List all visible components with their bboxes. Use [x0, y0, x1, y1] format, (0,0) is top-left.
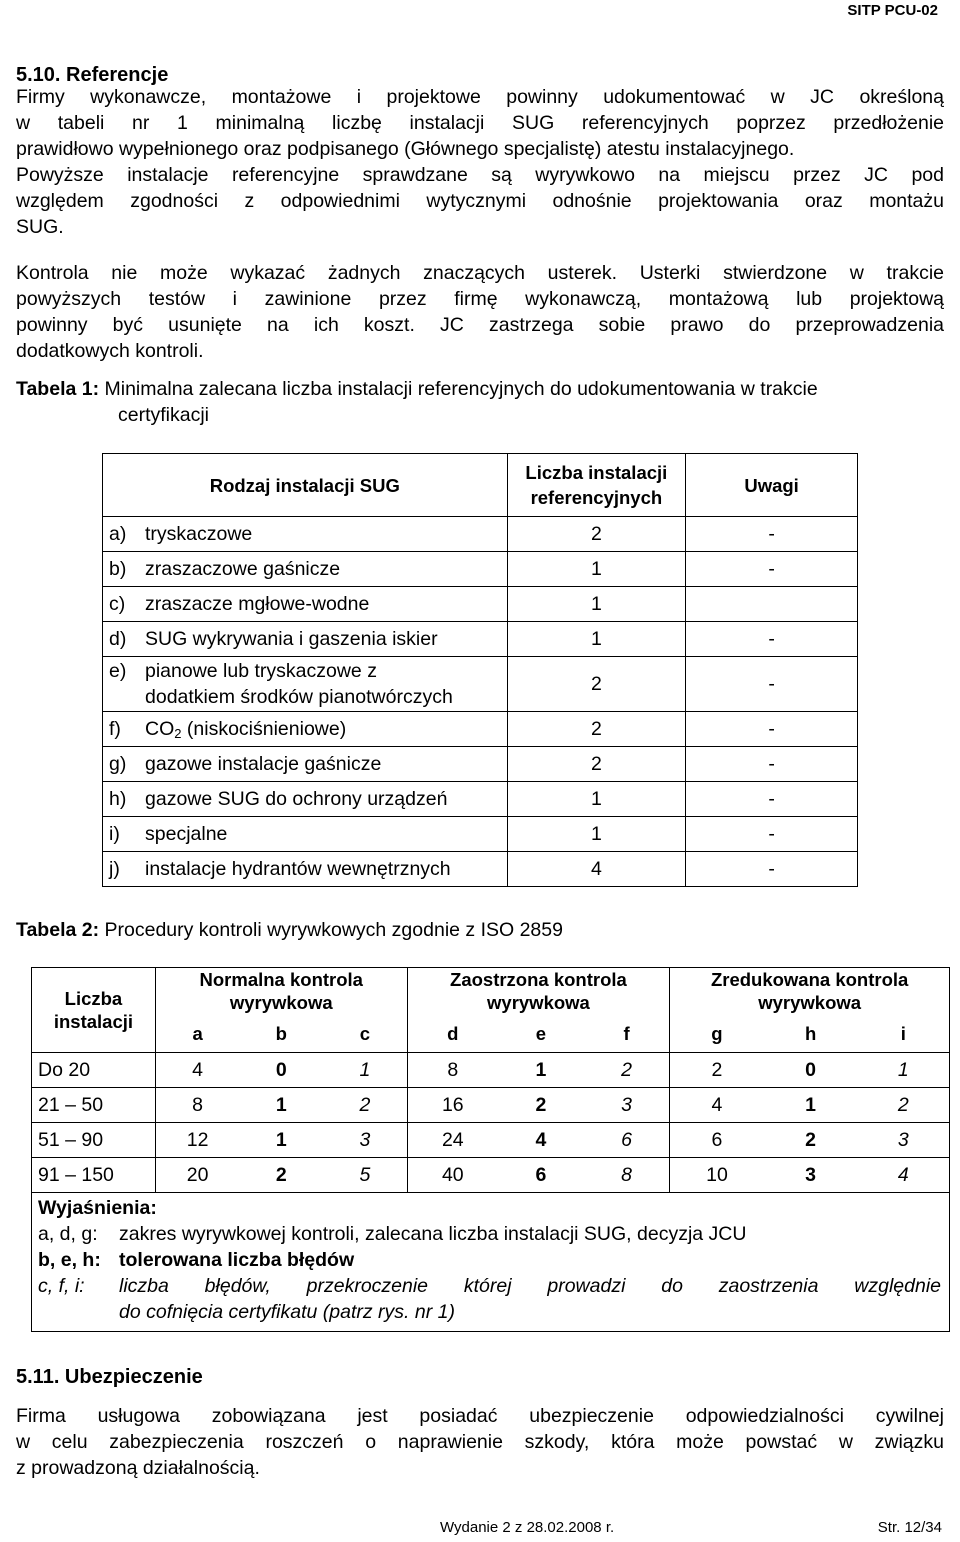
- explanation-text: zakres wyrywkowej kontroli, zalecana liczba instalacji SUG, decyzja JCU: [119, 1223, 747, 1245]
- row-name: specjalne: [145, 822, 228, 845]
- row-name: gazowe instalacje gaśnicze: [145, 752, 382, 775]
- row-name-line: pianowe lub tryskaczowe z: [145, 660, 377, 682]
- section-title-references: 5.10. Referencje: [16, 64, 169, 86]
- row-name-main: CO: [145, 717, 175, 740]
- header-line: wyrywkowa: [487, 992, 590, 1013]
- header-line: wyrywkowa: [229, 992, 333, 1013]
- cell-e: 2: [498, 1088, 584, 1123]
- references-paragraph-1: [16, 84, 944, 240]
- cell-g: 10: [670, 1158, 764, 1193]
- cell-i: 1: [858, 1053, 950, 1088]
- row-name-line: dodatkiem środków pianotwórczych: [145, 686, 453, 708]
- cell-f: 2: [584, 1053, 670, 1088]
- header-line: wyrywkowa: [758, 992, 862, 1013]
- subheader-e: e: [498, 1014, 584, 1053]
- row-count: 1: [507, 622, 686, 657]
- header-line: Zredukowana kontrola: [710, 969, 909, 990]
- section-title-insurance: 5.11. Ubezpieczenie: [16, 1366, 203, 1388]
- row-count: 1: [507, 552, 686, 587]
- cell-h: 0: [764, 1053, 858, 1088]
- subheader-a: a: [155, 1014, 239, 1053]
- row-name-subscript: 2: [174, 725, 182, 741]
- row-note: -: [686, 782, 858, 817]
- table1-caption-text: Minimalna zalecana liczba instalacji referencyjnych do udokumentowania w trakcie: [104, 378, 818, 400]
- table-row: [103, 622, 858, 657]
- header-installation-type: Rodzaj instalacji SUG: [103, 454, 508, 517]
- paragraph-line: dodatkowych kontroli.: [16, 340, 204, 362]
- cell-i: 4: [858, 1158, 950, 1193]
- cell-h: 2: [764, 1123, 858, 1158]
- paragraph-line: Kontrola nie może wykazać żadnych znaczących usterek. Usterki stwierdzone w trakcie: [16, 262, 944, 284]
- explanation-indent: [38, 1299, 119, 1325]
- cell-b: 2: [239, 1158, 323, 1193]
- explanation-item: [38, 1221, 941, 1247]
- paragraph-line: z prowadzoną działalnością.: [16, 1457, 260, 1479]
- cell-b: 0: [239, 1053, 323, 1088]
- table1-caption: [16, 376, 946, 428]
- paragraph-line: względem zgodności z odpowiednimi wytycznymi odnośnie projektowania oraz montażu: [16, 190, 944, 212]
- cell-b: 1: [239, 1123, 323, 1158]
- subheader-h: h: [764, 1014, 858, 1053]
- row-note: -: [686, 622, 858, 657]
- row-name: [145, 658, 453, 710]
- cell-d: 8: [407, 1053, 498, 1088]
- paragraph-line: Firmy wykonawcze, montażowe i projektowe powinny udokumentować w JC określoną: [16, 86, 944, 108]
- row-note: -: [686, 552, 858, 587]
- sampling-procedures-table: [31, 967, 950, 1332]
- cell-e: 6: [498, 1158, 584, 1193]
- header-reference-count: [507, 454, 686, 517]
- table-row: [103, 817, 858, 852]
- cell-a: 8: [155, 1088, 239, 1123]
- row-note: -: [686, 852, 858, 887]
- row-name: gazowe SUG do ochrony urządzeń: [145, 787, 448, 810]
- paragraph-line: Powyższe instalacje referencyjne sprawdzane są wyrywkowo na miejscu przez JC pod: [16, 164, 944, 186]
- header-line: referencyjnych: [530, 487, 663, 508]
- insurance-paragraph: [16, 1403, 944, 1481]
- row-count: 2: [507, 747, 686, 782]
- cell-c: 1: [323, 1053, 407, 1088]
- paragraph-line: Firma usługowa zobowiązana jest posiadać ubezpieczenie odpowiedzialności cywilnej: [16, 1405, 944, 1427]
- row-count: 1: [507, 817, 686, 852]
- table2-caption-label: Tabela 2:: [16, 919, 100, 941]
- row-note: -: [686, 517, 858, 552]
- cell-h: 3: [764, 1158, 858, 1193]
- cell-e: 1: [498, 1053, 584, 1088]
- cell-c: 5: [323, 1158, 407, 1193]
- subheader-i: i: [858, 1014, 950, 1053]
- paragraph-line: w tabeli nr 1 minimalną liczbę instalacji SUG referencyjnych poprzez przedłożenie: [16, 112, 944, 134]
- row-count: 1: [507, 587, 686, 622]
- table1-caption-label: Tabela 1:: [16, 378, 100, 400]
- cell-h: 1: [764, 1088, 858, 1123]
- cell-d: 16: [407, 1088, 498, 1123]
- row-label: e): [109, 660, 127, 682]
- subheader-g: g: [670, 1014, 764, 1053]
- cell-g: 6: [670, 1123, 764, 1158]
- row-note: -: [686, 657, 858, 712]
- references-paragraph-2: [16, 260, 944, 364]
- cell-a: 4: [155, 1053, 239, 1088]
- table-header-row: [32, 968, 950, 1015]
- cell-b: 1: [239, 1088, 323, 1123]
- row-label: g): [109, 752, 127, 775]
- row-label: 51 – 90: [32, 1123, 156, 1158]
- cell-c: 3: [323, 1123, 407, 1158]
- cell-g: 4: [670, 1088, 764, 1123]
- table-subheader-row: [32, 1014, 950, 1053]
- explanation-item: [38, 1273, 941, 1299]
- row-label: 21 – 50: [32, 1088, 156, 1123]
- row-label: c): [109, 592, 126, 615]
- row-label: d): [109, 627, 127, 650]
- row-label: 91 – 150: [32, 1158, 156, 1193]
- explanation-item-continued: [38, 1299, 941, 1325]
- row-label: j): [109, 857, 120, 880]
- table-row: [32, 1158, 950, 1193]
- row-label: b): [109, 557, 127, 580]
- cell-f: 3: [584, 1088, 670, 1123]
- table-row: [32, 1123, 950, 1158]
- reference-installations-table: [102, 453, 858, 887]
- explanations-title: Wyjaśnienia:: [38, 1197, 157, 1219]
- header-line: Normalna kontrola: [199, 969, 363, 990]
- row-count: 4: [507, 852, 686, 887]
- cell-c: 2: [323, 1088, 407, 1123]
- table-row: [103, 712, 858, 747]
- explanation-item: [38, 1247, 941, 1273]
- explanations-cell: [32, 1193, 950, 1332]
- paragraph-line: prawidłowo wypełnionego oraz podpisanego (Głównego specjalistę) atestu instalacyjnego.: [16, 138, 795, 160]
- paragraph-line: powinny być usunięte na ich koszt. JC zastrzega sobie prawo do przeprowadzenia: [16, 314, 944, 336]
- document-id: SITP PCU-02: [847, 2, 938, 19]
- explanation-text: do cofnięcia certyfikatu (patrz rys. nr 1): [119, 1301, 455, 1323]
- row-label: i): [109, 822, 120, 845]
- footer-edition: Wydanie 2 z 28.02.2008 r.: [440, 1519, 615, 1536]
- table1-caption-text-2: certyfikacji: [118, 404, 210, 426]
- row-count: 1: [507, 782, 686, 817]
- explanations-row: [32, 1193, 950, 1332]
- row-name: SUG wykrywania i gaszenia iskier: [145, 627, 438, 650]
- row-note: -: [686, 817, 858, 852]
- row-note: -: [686, 747, 858, 782]
- cell-d: 40: [407, 1158, 498, 1193]
- table-row: [103, 552, 858, 587]
- explanation-key: c, f, i:: [38, 1275, 85, 1297]
- header-line: instalacji: [53, 1011, 134, 1032]
- header-group-tightened: [407, 968, 670, 1015]
- subheader-c: c: [323, 1014, 407, 1053]
- table-row: [103, 517, 858, 552]
- paragraph-line: powyższych testów i zawinione przez firmę wykonawczą, montażową lub projektową: [16, 288, 944, 310]
- cell-f: 6: [584, 1123, 670, 1158]
- header-installations-count: [32, 968, 156, 1053]
- paragraph-line: SUG.: [16, 216, 64, 238]
- cell-a: 12: [155, 1123, 239, 1158]
- row-name: zraszaczowe gaśnicze: [145, 557, 341, 580]
- table-row: [103, 657, 858, 712]
- row-count: 2: [507, 657, 686, 712]
- row-note: [686, 587, 858, 622]
- table-row: [103, 782, 858, 817]
- explanation-key: b, e, h:: [38, 1249, 101, 1271]
- row-label: Do 20: [32, 1053, 156, 1088]
- row-name: zraszacze mgłowe-wodne: [145, 592, 370, 615]
- table2-caption-text: Procedury kontroli wyrywkowych zgodnie z ISO 2859: [104, 919, 563, 941]
- row-name-after: (niskociśnieniowe): [181, 717, 347, 740]
- header-line: Liczba instalacji: [525, 462, 668, 483]
- row-note: -: [686, 712, 858, 747]
- row-name: tryskaczowe: [145, 522, 253, 545]
- header-group-reduced: [670, 968, 950, 1015]
- cell-i: 3: [858, 1123, 950, 1158]
- subheader-d: d: [407, 1014, 498, 1053]
- table-row: [103, 747, 858, 782]
- table-row: [103, 852, 858, 887]
- table2-caption: [16, 917, 563, 943]
- row-name: [145, 718, 346, 741]
- explanation-text: liczba błędów, przekroczenie której prowadzi do zaostrzenia względnie: [119, 1275, 941, 1297]
- explanation-text: tolerowana liczba błędów: [119, 1249, 355, 1271]
- table-row: [103, 587, 858, 622]
- cell-f: 8: [584, 1158, 670, 1193]
- header-line: Zaostrzona kontrola: [450, 969, 627, 990]
- table-header-row: [103, 454, 858, 517]
- header-line: Liczba: [64, 988, 123, 1009]
- row-label: h): [109, 787, 127, 810]
- cell-i: 2: [858, 1088, 950, 1123]
- table-row: [32, 1088, 950, 1123]
- footer-page-number: Str. 12/34: [877, 1519, 942, 1536]
- explanation-key: a, d, g:: [38, 1223, 98, 1245]
- row-label: a): [109, 522, 127, 545]
- table-row: [32, 1053, 950, 1088]
- cell-e: 4: [498, 1123, 584, 1158]
- paragraph-line: w celu zabezpieczenia roszczeń o naprawienie szkody, która może powstać w związku: [16, 1431, 944, 1453]
- row-count: 2: [507, 517, 686, 552]
- subheader-f: f: [584, 1014, 670, 1053]
- header-group-normal: [155, 968, 407, 1015]
- row-count: 2: [507, 712, 686, 747]
- row-name: instalacje hydrantów wewnętrznych: [145, 857, 451, 880]
- header-notes: Uwagi: [686, 454, 858, 517]
- subheader-b: b: [239, 1014, 323, 1053]
- cell-g: 2: [670, 1053, 764, 1088]
- row-label: f): [109, 717, 121, 740]
- cell-a: 20: [155, 1158, 239, 1193]
- cell-d: 24: [407, 1123, 498, 1158]
